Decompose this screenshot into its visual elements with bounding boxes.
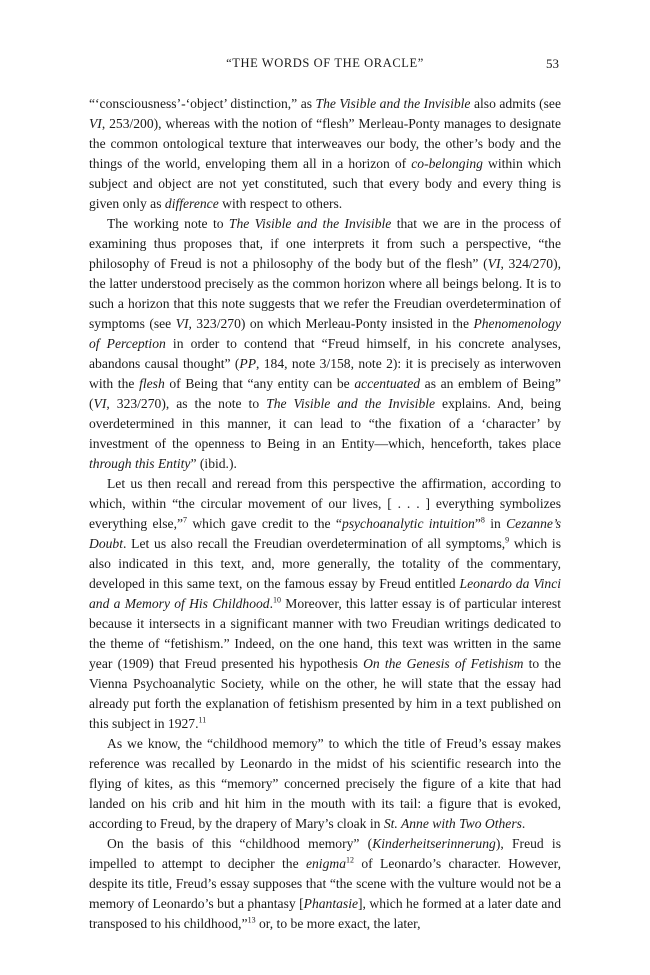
footnote-ref: 13 xyxy=(247,915,256,925)
text-run: that we are in the process of examining thus proposes that, if one interprets it from such a perspective, “the philosophy of Freud is not a philosophy of the body but of the flesh” ( xyxy=(89,216,562,271)
text-run: of Being that “any entity can be xyxy=(164,376,355,391)
text-run: within which subject and object are not yet constituted, such that every body and every thing is given only as xyxy=(89,156,561,211)
text-run: of Leonardo’s character. However, despite its title, Freud’s essay supposes that “the scene with the vulture would not be a memory of Leonardo’s but a phantasy [ xyxy=(89,856,561,911)
text-run: ), Freud is impelled to attempt to decipher the xyxy=(89,836,561,871)
italic-text: St. Anne with Two Others xyxy=(383,816,522,831)
page-number: 53 xyxy=(546,56,559,71)
italic-text: through this Entity xyxy=(89,456,191,471)
italic-text: On the Genesis of Fetishism xyxy=(363,656,524,671)
paragraph xyxy=(89,474,561,734)
text-run: ], which he formed at a later date and transposed to his childhood,” xyxy=(89,896,562,931)
text-run: On the basis of this “childhood memory” ( xyxy=(107,836,373,851)
body-text xyxy=(89,94,561,934)
italic-text: VI xyxy=(93,396,107,411)
italic-text: Phenomenology of Perception xyxy=(89,316,562,351)
running-head xyxy=(89,56,561,82)
italic-text: VI xyxy=(175,316,189,331)
footnote-ref: 9 xyxy=(505,535,510,545)
italic-text: accentuated xyxy=(354,376,421,391)
text-run: . xyxy=(521,816,526,831)
italic-text: The Visible and the Invisible xyxy=(266,396,436,411)
italic-text: The Visible and the Invisible xyxy=(228,216,392,231)
text-run: to the Vienna Psychoanalytic Society, while on the other, he will state that the essay had already put forth the explanation of fetishism presented by him in a text published on this subject in 1927. xyxy=(89,656,561,731)
running-title: “THE WORDS OF THE ORACLE” xyxy=(226,56,424,70)
italic-text: Kinderheitserinnerung xyxy=(372,836,496,851)
text-run: , 184, note 3/158, note 2): it is precisely as interwoven with the xyxy=(89,356,561,391)
text-run: explains. And, being overdetermined in this manner, it can lead to “the fixation of a ‘character’ by investment of the openness to Being in an Entity—which, henceforth, takes place xyxy=(89,396,562,451)
text-run: in order to contend that “Freud himself, in his concrete analyses, abandons causal thought” ( xyxy=(89,336,561,371)
text-run: , 324/270), the latter understood precisely as the common horizon where all beings belong. It is to such a horizon that this note suggests that we refer the Freudian overdetermination of symptoms (see xyxy=(89,256,562,331)
italic-text: flesh xyxy=(139,376,165,391)
text-run: which gave credit to the “ xyxy=(187,516,342,531)
text-run: in xyxy=(484,516,507,531)
text-run: ” (ibid.). xyxy=(190,456,237,471)
text-run: “‘consciousness’-‘object’ distinction,” as xyxy=(89,96,316,111)
paragraph xyxy=(89,734,561,834)
text-run: Moreover, this latter essay is of particular interest because it intersects in a significant manner with two Freudian writings dedicated to the theme of “fetishism.” Indeed, on the one hand, this text was written in the same year (1909) that Freud presented his hypothesis xyxy=(89,596,561,671)
italic-text: VI xyxy=(89,116,102,131)
footnote-ref: 7 xyxy=(183,515,188,525)
italic-text: VI xyxy=(487,256,501,271)
paragraph xyxy=(89,214,561,474)
italic-text: enigma xyxy=(305,856,346,871)
text-run: . Let us also recall the Freudian overdetermination of all symptoms, xyxy=(122,536,506,551)
paragraph xyxy=(89,94,561,214)
footnote-ref: 8 xyxy=(480,515,485,525)
text-run: Let us then recall and reread from this perspective the affirmation, according to which, within “the circular movement of our lives, [ . . . ] everything symbolizes everything else,” xyxy=(89,476,561,531)
paragraph xyxy=(89,834,561,934)
text-run: , 253/200), whereas with the notion of “flesh” Merleau-Ponty manages to designate the common ontological texture that interweaves our body, the other’s body and the things of the world, enveloping them all in a horizon of xyxy=(89,116,561,171)
text-run: As we know, the “childhood memory” to which the title of Freud’s essay makes reference was recalled by Leonardo in the midst of his scientific research into the flying of kites, as this “memory” concerned precisely the figure of a kite that had landed on his crib and hit him in the mouth with its tail: a figure that is evoked, according to Freud, by the drapery of Mary’s cloak in xyxy=(89,736,561,831)
text-run: . xyxy=(269,596,274,611)
text-run: as an emblem of Being” ( xyxy=(89,376,562,411)
text-run: with respect to others. xyxy=(218,196,343,211)
text-run: ” xyxy=(474,516,481,531)
text-run: also admits (see xyxy=(470,96,561,111)
italic-text: Cezanne’s Doubt xyxy=(89,516,561,551)
italic-text: PP xyxy=(239,356,257,371)
text-run: or, to be more exact, the later, xyxy=(255,916,421,931)
italic-text: psychoanalytic intuition xyxy=(341,516,475,531)
italic-text: Phantasie xyxy=(303,896,359,911)
text-run: which is also indicated in this text, and, more generally, the totality of the commentary, developed in this same text, on the famous essay by Freud entitled xyxy=(89,536,561,591)
text-run: , 323/270), as the note to xyxy=(106,396,267,411)
footnote-ref: 11 xyxy=(198,715,207,725)
italic-text: The Visible and the Invisible xyxy=(315,96,471,111)
text-run: The working note to xyxy=(107,216,229,231)
footnote-ref: 10 xyxy=(273,595,282,605)
italic-text: Leonardo da Vinci and a Memory of His Childhood xyxy=(89,576,561,611)
italic-text: co-belonging xyxy=(411,156,483,171)
italic-text: difference xyxy=(164,196,219,211)
footnote-ref: 12 xyxy=(346,855,354,865)
text-run: , 323/270) on which Merleau-Ponty insisted in the xyxy=(188,316,474,331)
